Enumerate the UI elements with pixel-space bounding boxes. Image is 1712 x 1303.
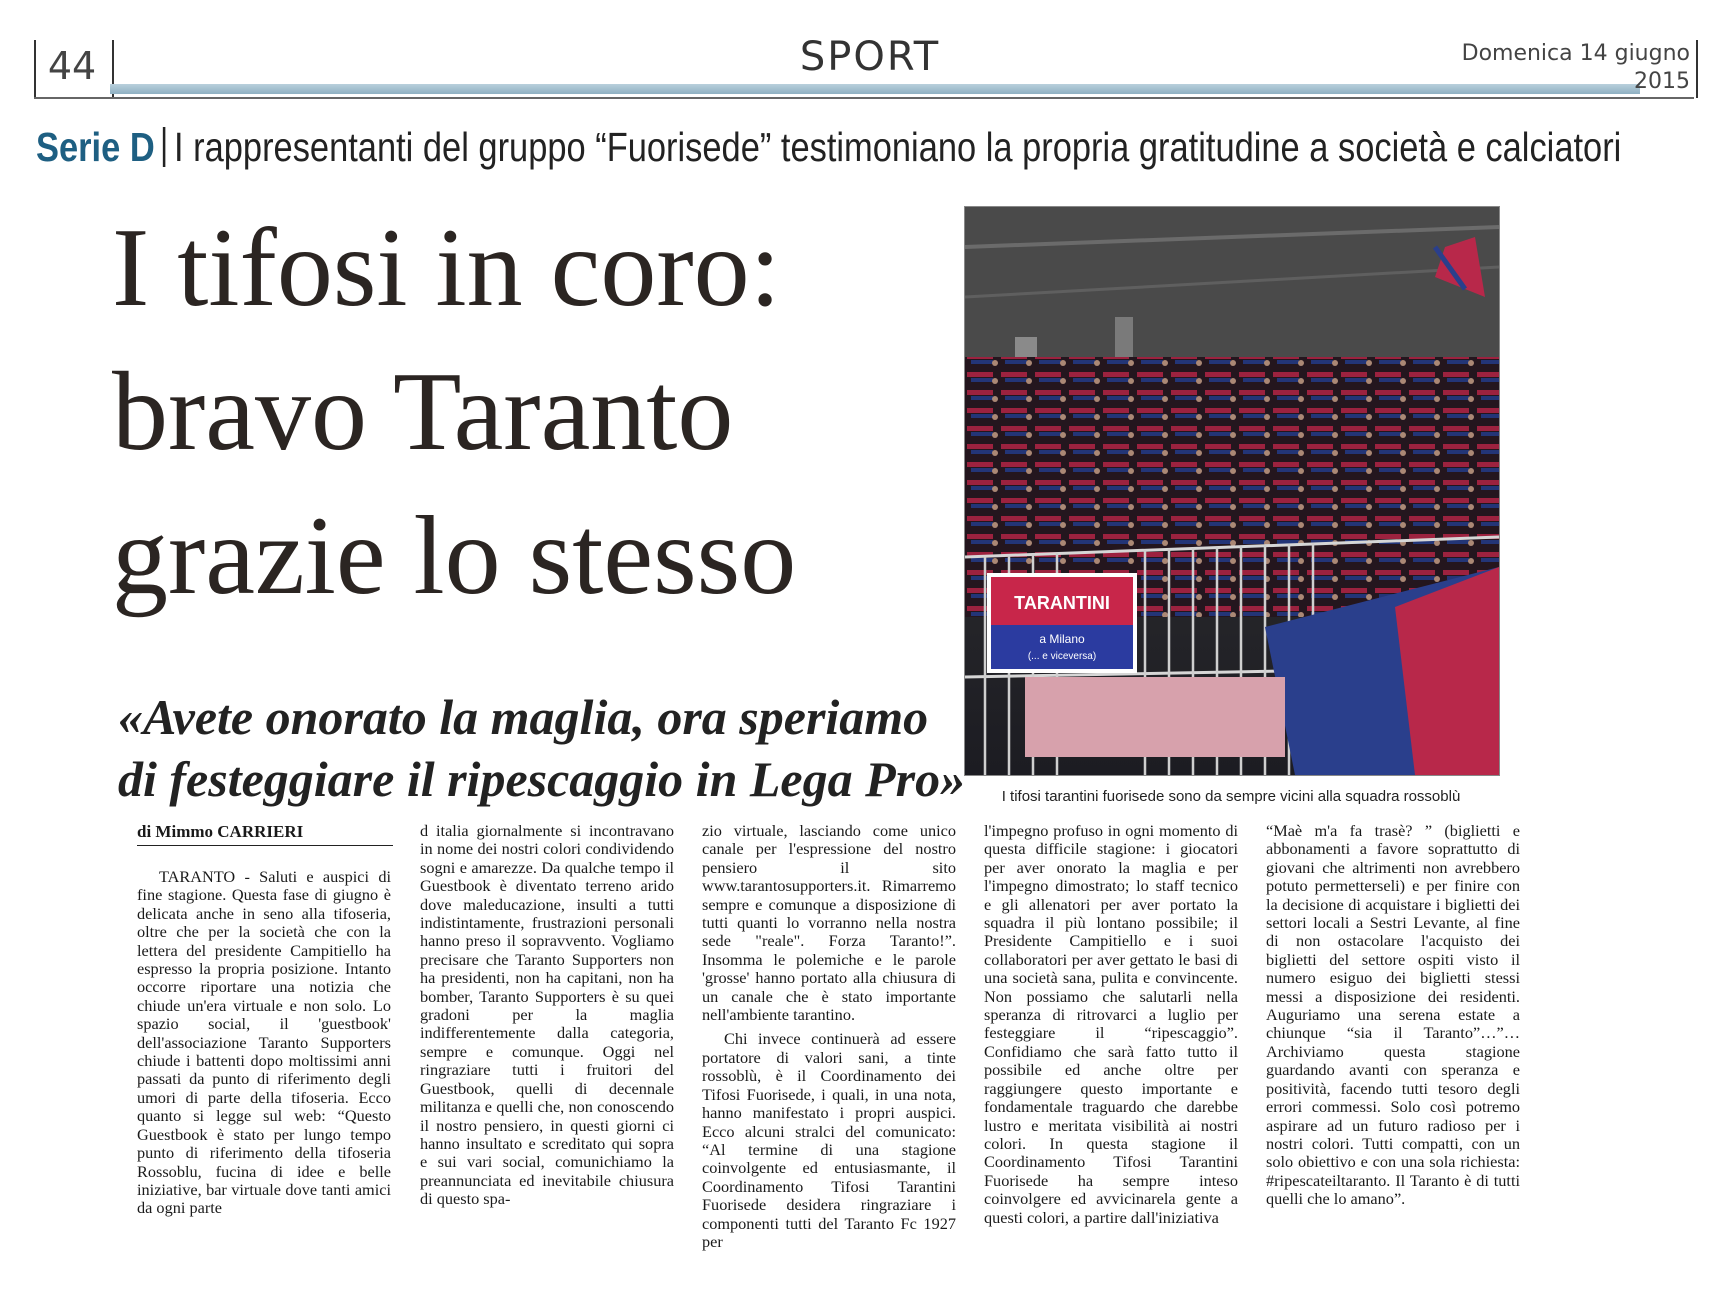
article-column-5: [1266, 822, 1520, 1209]
page-number: 44: [47, 44, 97, 88]
headline-line-3: grazie lo stesso: [112, 494, 797, 618]
article-paragraph: d italia giornalmente si incontravano in nome dei nostri colori condividendo sogni e amarezze. Da qualche tempo il Guestbook è diventato terreno arido dove maleducazione, insulti a tutti indistintamente, frustrazioni personali hanno preso il sopravvento. Vogliamo precisare che Taranto Supporters non ha presidenti, non ha capitani, non ha bomber, Taranto Supporters è su quei gradoni per la maglia indifferentemente dalla categoria, sempre e comunque. Oggi nel ringraziare tutti i fruitori del Guestbook, quelli di decennale militanza e quelli che, non conoscendo il nostro pensiero, in questi giorni ci hanno insultato e screditato qui sopra e sui vari social, comunichiamo la preannunciata ed inevitabile chiusura di questo spa-: [420, 821, 674, 1209]
photo-caption: I tifosi tarantini fuorisede sono da sempre vicini alla squadra rossoblù: [1001, 788, 1461, 805]
banner-subtitle: a Milano: [1039, 632, 1085, 646]
article-column-3: [702, 822, 956, 1251]
banner-title: TARANTINI: [1014, 593, 1110, 613]
section-label: SPORT: [799, 34, 941, 80]
article-paragraph: l'impegno profuso in ogni momento di questa difficile stagione: i giocatori per aver onorato la maglia e per l'impegno dimostrato; lo staff tecnico e gli allenatori per aver portato la squadra il più lontano possibile; il Presidente Campitiello e i suoi collaboratori per aver gettato le basi di una società sana, pulita e convincente. Non possiamo che salutarli nella speranza di ritrovarci a luglio per festeggiare il “ripescaggio”. Confidiamo che sarà fatto tutto il possibile ed anche oltre per raggiungere questo importante e fondamentale traguardo che darebbe lustro e meritata visibilità ai nostri colori. In questa stagione il Coordinamento Tifosi Tarantini Fuorisede ha sempre inteso coinvolgere ed avvicinarela gente a questi colori, a partire dall'iniziativa: [984, 821, 1238, 1227]
date-day: Domenica 14 giugno: [1461, 41, 1690, 66]
headline: [112, 196, 982, 628]
article-paragraph: zio virtuale, lasciando come unico canale per l'espressione del nostro pensiero il sito www.tarantosupporters.it. Rimarremo sempre e comunque a disposizione di tutti quanti lo vorranno nella nostra sede "reale". Forza Taranto!”. Insomma le polemiche e le parole 'grosse' hanno portato alla chiusura di un canale che è stato importante nell'ambiente tarantino.: [702, 821, 956, 1025]
headline-line-1: I tifosi in coro:: [112, 206, 781, 330]
article-column-1: [137, 868, 391, 1218]
article-column-4: [984, 822, 1238, 1227]
date-year: 2015: [1634, 69, 1690, 94]
article-paragraph: “Maè m'a fa trasè? ” (biglietti e abbonamenti a favore soprattutto di giovani che altrimenti non avrebbero potuto permetterseli) e per finire con la decisione di acquistare i biglietti dei settori locali a Sestri Levante, al fine di non ostacolare l'acquisto dei biglietti del settore ospiti visto il numero esiguo dei biglietti stessi messi a disposizione dei residenti. Auguriamo una serena estate a chiunque “sia il Taranto”…”… Archiviamo questa stagione guardando avanti con speranza e positività, facendo tutti tesoro degli errori commessi. Solo così potremo aspirare ad un futuro radioso per i nostri colori. Tutti compatti, con un solo obiettivo e con una sola richiesta: #ripescateiltaranto. Il Taranto è di tutti quelli che lo amano”.: [1266, 821, 1520, 1209]
byline: di Mimmo CARRIERI: [137, 822, 393, 846]
crowd-photo: [964, 206, 1500, 776]
banner-subtitle-2: (... e viceversa): [1027, 651, 1097, 662]
kicker-text: I rappresentanti del gruppo “Fuorisede” testimoniano la propria gratitudine a società e calciatori: [174, 124, 1622, 170]
deck-line-1: «Avete onorato la maglia, ora speriamo: [118, 689, 929, 745]
kicker: [36, 124, 1622, 171]
headline-line-2: bravo Taranto: [112, 350, 734, 474]
deck: [118, 686, 968, 810]
header-right-border: [1696, 40, 1698, 98]
crowd-photo-illustration: [965, 207, 1499, 775]
article-paragraph: Chi invece continuerà ad essere portatore di valori sani, a tinte rossoblù, è il Coordinamento dei Tifosi Fuorisede, i quali, in una nota, hanno manifestato i propri auspici. Ecco alcuni stralci del comunicato: “Al termine di una stagione coinvolgente ed entusiasmante, il Coordinamento Tifosi Tarantini Fuorisede desidera ringraziare i componenti tutti del Taranto Fc 1927 per: [702, 1029, 956, 1251]
deck-line-2: di festeggiare il ripescaggio in Lega Pro»: [118, 751, 966, 807]
date-line: [1400, 40, 1690, 96]
header-underline: [34, 97, 1694, 99]
kicker-tag: Serie D: [36, 124, 155, 170]
article-paragraph: TARANTO - Saluti e auspici di fine stagione. Questa fase di giugno è delicata anche in seno alla tifoseria, oltre che per la società che con la lettera del presidente Campitiello ha espresso la propria posizione. Intanto occorre riportare una notizia che chiude un'era virtuale e non solo. Lo spazio social, il 'guestbook' dell'associazione Taranto Supporters chiude i battenti dopo moltissimi anni passati da punto di riferimento degli umori di parte della tifoseria. Ecco quanto si legge sul web: “Questo Guestbook è stato per lungo tempo punto di riferimento della tifoseria Rossoblu, fucina di idee e belle iniziative, bar virtuale dove tanti amici da ogni parte: [137, 867, 391, 1218]
kicker-separator: [163, 127, 166, 167]
article-column-2: [420, 822, 674, 1209]
